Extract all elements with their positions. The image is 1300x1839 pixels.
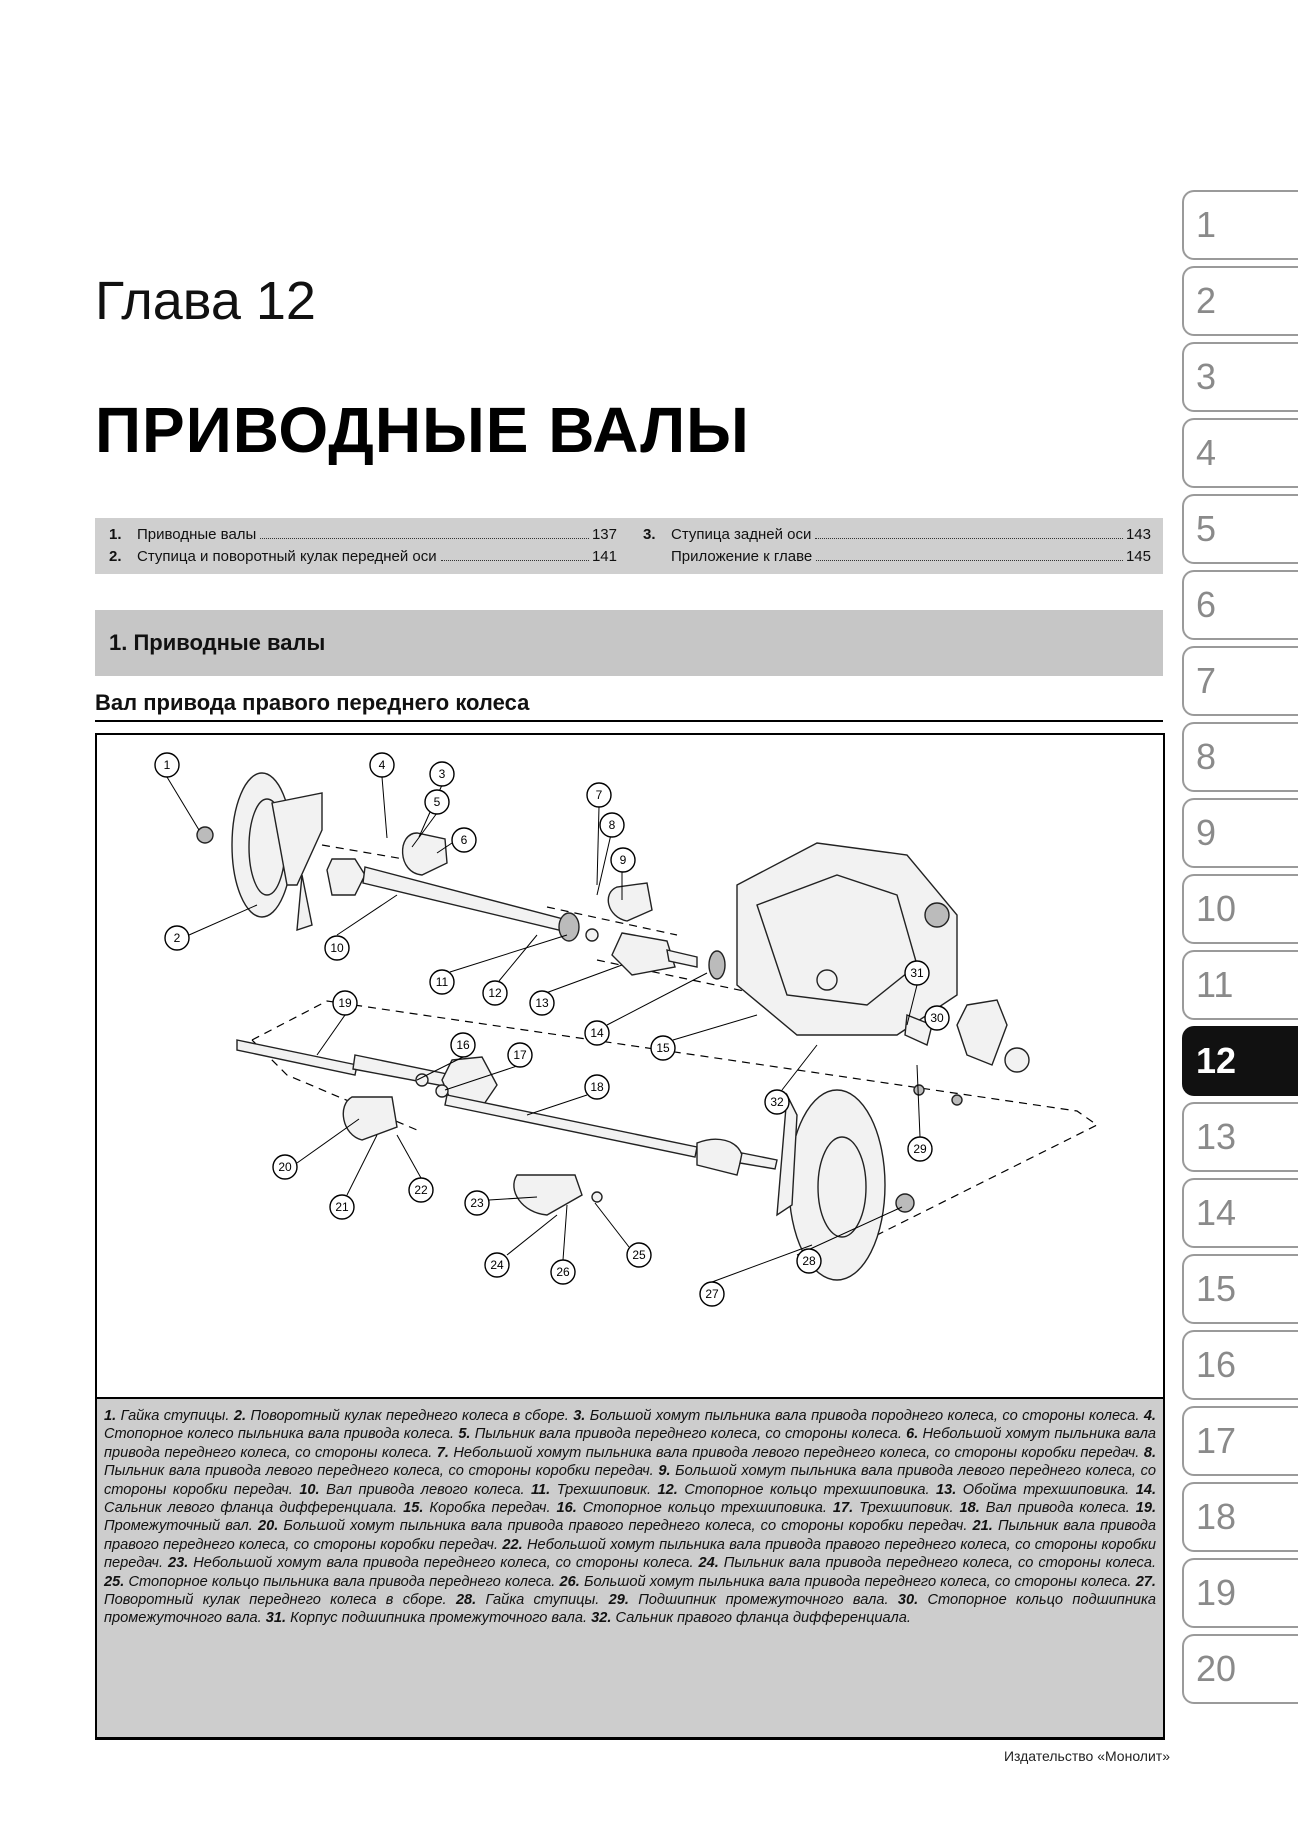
callout xyxy=(587,783,611,807)
chapter-tab-1[interactable] xyxy=(1182,190,1298,260)
callout xyxy=(797,1249,821,1273)
knuckle-assembly-top xyxy=(197,773,322,930)
toc-number: 1. xyxy=(109,526,122,543)
callout xyxy=(155,753,179,777)
chapter-tab-12-active[interactable] xyxy=(1182,1026,1298,1096)
callout xyxy=(165,926,189,950)
section-header xyxy=(95,610,1163,676)
caption-item: 26. Большой хомут пыльника вала привода переднего колеса, со стороны колеса. xyxy=(559,1573,1136,1590)
svg-text:23: 23 xyxy=(470,1196,484,1210)
toc-text: Приводные валы xyxy=(137,526,257,543)
chapter-tab-label: 3 xyxy=(1196,356,1217,397)
toc-entry[interactable] xyxy=(109,526,617,543)
caption-item: 10. Вал привода левого колеса. xyxy=(299,1481,531,1498)
chapter-tab-label: 7 xyxy=(1196,660,1217,701)
toc-leader-dots xyxy=(441,560,589,561)
chapter-tab-6[interactable] xyxy=(1182,570,1298,640)
caption-item: 6. Небольшой хомут пыльника вала привода переднего колеса, со стороны колеса. xyxy=(104,1426,1156,1461)
caption-item: 25. Стопорное кольцо пыльника вала привода переднего колеса. xyxy=(104,1573,560,1590)
callout xyxy=(333,991,357,1015)
callout xyxy=(409,1178,433,1202)
caption-item: 4. Стопорное колесо пыльника вала привода колеса. xyxy=(104,1408,1156,1443)
callout xyxy=(600,813,624,837)
chapter-tab-10[interactable] xyxy=(1182,874,1298,944)
svg-text:10: 10 xyxy=(330,941,344,955)
chapter-tab-13[interactable] xyxy=(1182,1102,1298,1172)
chapter-tab-14[interactable] xyxy=(1182,1178,1298,1248)
section-title: 1. Приводные валы xyxy=(109,630,326,655)
chapter-tab-5[interactable] xyxy=(1182,494,1298,564)
caption-item: 32. Сальник правого фланца дифференциала. xyxy=(591,1610,911,1627)
svg-text:24: 24 xyxy=(490,1258,504,1272)
svg-text:6: 6 xyxy=(460,833,468,847)
svg-text:29: 29 xyxy=(913,1142,927,1156)
svg-text:12: 12 xyxy=(488,986,502,1000)
toc-number: 3. xyxy=(643,526,656,543)
upper-drive-shaft xyxy=(327,833,725,979)
chapter-tab-label: 12 xyxy=(1196,1040,1237,1081)
callout xyxy=(451,1033,475,1057)
toc-page: 143 xyxy=(1125,526,1151,543)
chapter-tab-19[interactable] xyxy=(1182,1558,1298,1628)
svg-text:22: 22 xyxy=(414,1183,428,1197)
caption-item: 18. Вал привода колеса. xyxy=(959,1500,1136,1517)
callout xyxy=(925,1006,949,1030)
toc-entry[interactable] xyxy=(643,526,1151,543)
chapter-tab-label: 14 xyxy=(1196,1192,1237,1233)
caption-item: 23. Небольшой хомут вала привода переднего колеса, со стороны колеса. xyxy=(167,1555,699,1572)
callout xyxy=(585,1021,609,1045)
toc-entry[interactable] xyxy=(109,548,617,565)
svg-text:8: 8 xyxy=(608,818,616,832)
chapter-tab-label: 18 xyxy=(1196,1496,1237,1537)
chapter-tab-7[interactable] xyxy=(1182,646,1298,716)
svg-text:18: 18 xyxy=(590,1080,604,1094)
svg-text:9: 9 xyxy=(619,853,627,867)
callout xyxy=(611,848,635,872)
chapter-title: ПРИВОДНЫЕ ВАЛЫ xyxy=(95,394,750,466)
chapter-tab-4[interactable] xyxy=(1182,418,1298,488)
callout xyxy=(425,790,449,814)
callout xyxy=(905,961,929,985)
callout xyxy=(452,828,476,852)
svg-text:4: 4 xyxy=(378,758,386,772)
chapter-tab-label: 17 xyxy=(1196,1420,1237,1461)
caption-item: 15. Коробка передач. xyxy=(403,1500,557,1517)
callout xyxy=(430,970,454,994)
caption-item: 3. Большой хомут пыльника вала привода породнего колеса, со стороны колеса. xyxy=(573,1408,1144,1424)
callout xyxy=(530,991,554,1015)
transmission-housing xyxy=(737,843,1029,1105)
caption-item: 16. Стопорное кольцо трехшиповика. xyxy=(556,1500,833,1517)
chapter-tab-label: 1 xyxy=(1196,204,1217,245)
chapter-tab-label: 6 xyxy=(1196,584,1217,625)
footer-rule xyxy=(95,1738,1165,1740)
caption-item: 24. Пыльник вала привода переднего колеса, со стороны колеса. xyxy=(698,1555,1157,1572)
caption-item: 13. Обойма трехшиповика. xyxy=(936,1481,1136,1498)
caption-item: 29. Подшипник промежуточного вала. xyxy=(608,1592,898,1609)
caption-item: 21. Пыльник вала привода правого переднего колеса, со стороны коробки передач. xyxy=(104,1518,1156,1553)
caption-item: 14. Сальник левого фланца дифференциала. xyxy=(104,1481,1157,1517)
caption-item: 8. Пыльник вала привода левого переднего колеса, со стороны коробки передач. xyxy=(104,1444,1156,1480)
svg-text:11: 11 xyxy=(435,975,449,989)
callout xyxy=(551,1260,575,1284)
svg-text:27: 27 xyxy=(705,1287,719,1301)
caption-item: 30. Стопорное кольцо подшипника промежуточного вала. xyxy=(104,1592,1156,1627)
svg-text:25: 25 xyxy=(632,1248,646,1262)
svg-text:3: 3 xyxy=(438,767,446,781)
svg-text:14: 14 xyxy=(590,1026,604,1040)
publisher-footer: Издательство «Монолит» xyxy=(1003,1748,1170,1764)
chapter-tab-label: 16 xyxy=(1196,1344,1237,1385)
chapter-tab-11[interactable] xyxy=(1182,950,1298,1020)
caption-item: 11. Трехшиповик. xyxy=(531,1481,658,1498)
chapter-tab-3[interactable] xyxy=(1182,342,1298,412)
chapter-tab-label: 10 xyxy=(1196,888,1237,929)
chapter-tab-label: 15 xyxy=(1196,1268,1237,1309)
callout xyxy=(370,753,394,777)
svg-text:32: 32 xyxy=(770,1095,784,1109)
caption-item: 7. Небольшой хомут пыльника вала привода левого переднего колеса, со стороны коробки передач. xyxy=(436,1444,1144,1461)
svg-text:17: 17 xyxy=(513,1048,527,1062)
svg-text:28: 28 xyxy=(802,1254,816,1268)
knuckle-assembly-bottom xyxy=(777,1090,914,1280)
toc-leader-dots xyxy=(815,538,1123,539)
chapter-label: Глава 12 xyxy=(95,271,316,331)
callout xyxy=(485,1253,509,1277)
figure-caption xyxy=(95,1399,1165,1739)
callout xyxy=(700,1282,724,1306)
chapter-tab-2[interactable] xyxy=(1182,266,1298,336)
chapter-tab-16[interactable] xyxy=(1182,1330,1298,1400)
caption-item: 20. Большой хомут пыльника вала привода правого переднего колеса, со стороны коробки передач. xyxy=(257,1518,973,1535)
chapter-tab-20[interactable] xyxy=(1182,1634,1298,1704)
exploded-diagram xyxy=(95,733,1165,1399)
caption-item: 5. Пыльник вала привода переднего колеса, со стороны колеса. xyxy=(458,1426,907,1443)
subsection-title: Вал привода правого переднего колеса xyxy=(95,690,1163,722)
svg-text:30: 30 xyxy=(930,1011,944,1025)
svg-text:21: 21 xyxy=(335,1200,349,1214)
toc-leader-dots xyxy=(816,560,1123,561)
caption-item: 27. Поворотный кулак переднего колеса в сборе. xyxy=(104,1573,1156,1609)
svg-text:19: 19 xyxy=(338,996,352,1010)
chapter-tab-17[interactable] xyxy=(1182,1406,1298,1476)
chapter-tab-label: 11 xyxy=(1196,964,1234,1005)
svg-text:5: 5 xyxy=(433,795,441,809)
svg-text:26: 26 xyxy=(556,1265,570,1279)
caption-item: 9. Большой хомут пыльника вала привода левого переднего колеса, со стороны коробки передач. xyxy=(104,1463,1157,1498)
svg-text:1: 1 xyxy=(163,758,171,772)
toc-text: Приложение к главе xyxy=(671,548,813,565)
callout xyxy=(430,762,454,786)
toc-page: 145 xyxy=(1125,548,1151,565)
callout xyxy=(908,1137,932,1161)
toc-page: 137 xyxy=(591,526,617,543)
caption-item: 17. Трехшиповик. xyxy=(832,1500,960,1517)
callout xyxy=(465,1191,489,1215)
chapter-tab-label: 4 xyxy=(1196,432,1217,473)
table-of-contents xyxy=(95,518,1163,574)
svg-text:2: 2 xyxy=(173,931,181,945)
caption-item: 19. Промежуточный вал. xyxy=(104,1500,1157,1535)
caption-item: 28. Гайка ступицы. xyxy=(455,1592,609,1609)
chapter-tab-label: 2 xyxy=(1196,280,1217,321)
chapter-tab-label: 5 xyxy=(1196,508,1217,549)
svg-text:13: 13 xyxy=(535,996,549,1010)
caption-item: 2. Поворотный кулак переднего колеса в сборе. xyxy=(233,1408,574,1424)
toc-number: 2. xyxy=(109,548,122,565)
chapter-tab-9[interactable] xyxy=(1182,798,1298,868)
caption-item: 12. Стопорное кольцо трехшиповика. xyxy=(657,1481,937,1498)
callout xyxy=(627,1243,651,1267)
chapter-tab-label: 19 xyxy=(1196,1572,1237,1613)
chapter-tab-label: 13 xyxy=(1196,1116,1237,1157)
callout xyxy=(508,1043,532,1067)
toc-leader-dots xyxy=(260,538,589,539)
chapter-tab-8[interactable] xyxy=(1182,722,1298,792)
chapter-tab-label: 20 xyxy=(1196,1648,1237,1689)
toc-page: 141 xyxy=(591,548,617,565)
svg-text:7: 7 xyxy=(595,788,603,802)
callout xyxy=(651,1036,675,1060)
chapter-tab-label: 9 xyxy=(1196,812,1217,853)
toc-text: Ступица задней оси xyxy=(671,526,812,543)
chapter-tab-label: 8 xyxy=(1196,736,1217,777)
callout xyxy=(765,1090,789,1114)
chapter-tab-18[interactable] xyxy=(1182,1482,1298,1552)
caption-item: 1. Гайка ступицы. xyxy=(104,1408,234,1424)
toc-entry[interactable] xyxy=(643,548,1151,565)
svg-text:31: 31 xyxy=(910,966,924,980)
chapter-tab-15[interactable] xyxy=(1182,1254,1298,1324)
callout xyxy=(585,1075,609,1099)
callout xyxy=(273,1155,297,1179)
caption-item: 22. Небольшой хомут пыльника вала привода правого переднего колеса, со стороны коробки передач. xyxy=(104,1536,1156,1572)
toc-text: Ступица и поворотный кулак передней оси xyxy=(137,548,437,565)
callout xyxy=(330,1195,354,1219)
svg-text:20: 20 xyxy=(278,1160,292,1174)
callout xyxy=(483,981,507,1005)
svg-text:15: 15 xyxy=(656,1041,670,1055)
caption-item: 31. Корпус подшипника промежуточного вала. xyxy=(265,1610,592,1627)
callout xyxy=(325,936,349,960)
diagram-drawing xyxy=(97,735,1163,1397)
svg-text:16: 16 xyxy=(456,1038,470,1052)
